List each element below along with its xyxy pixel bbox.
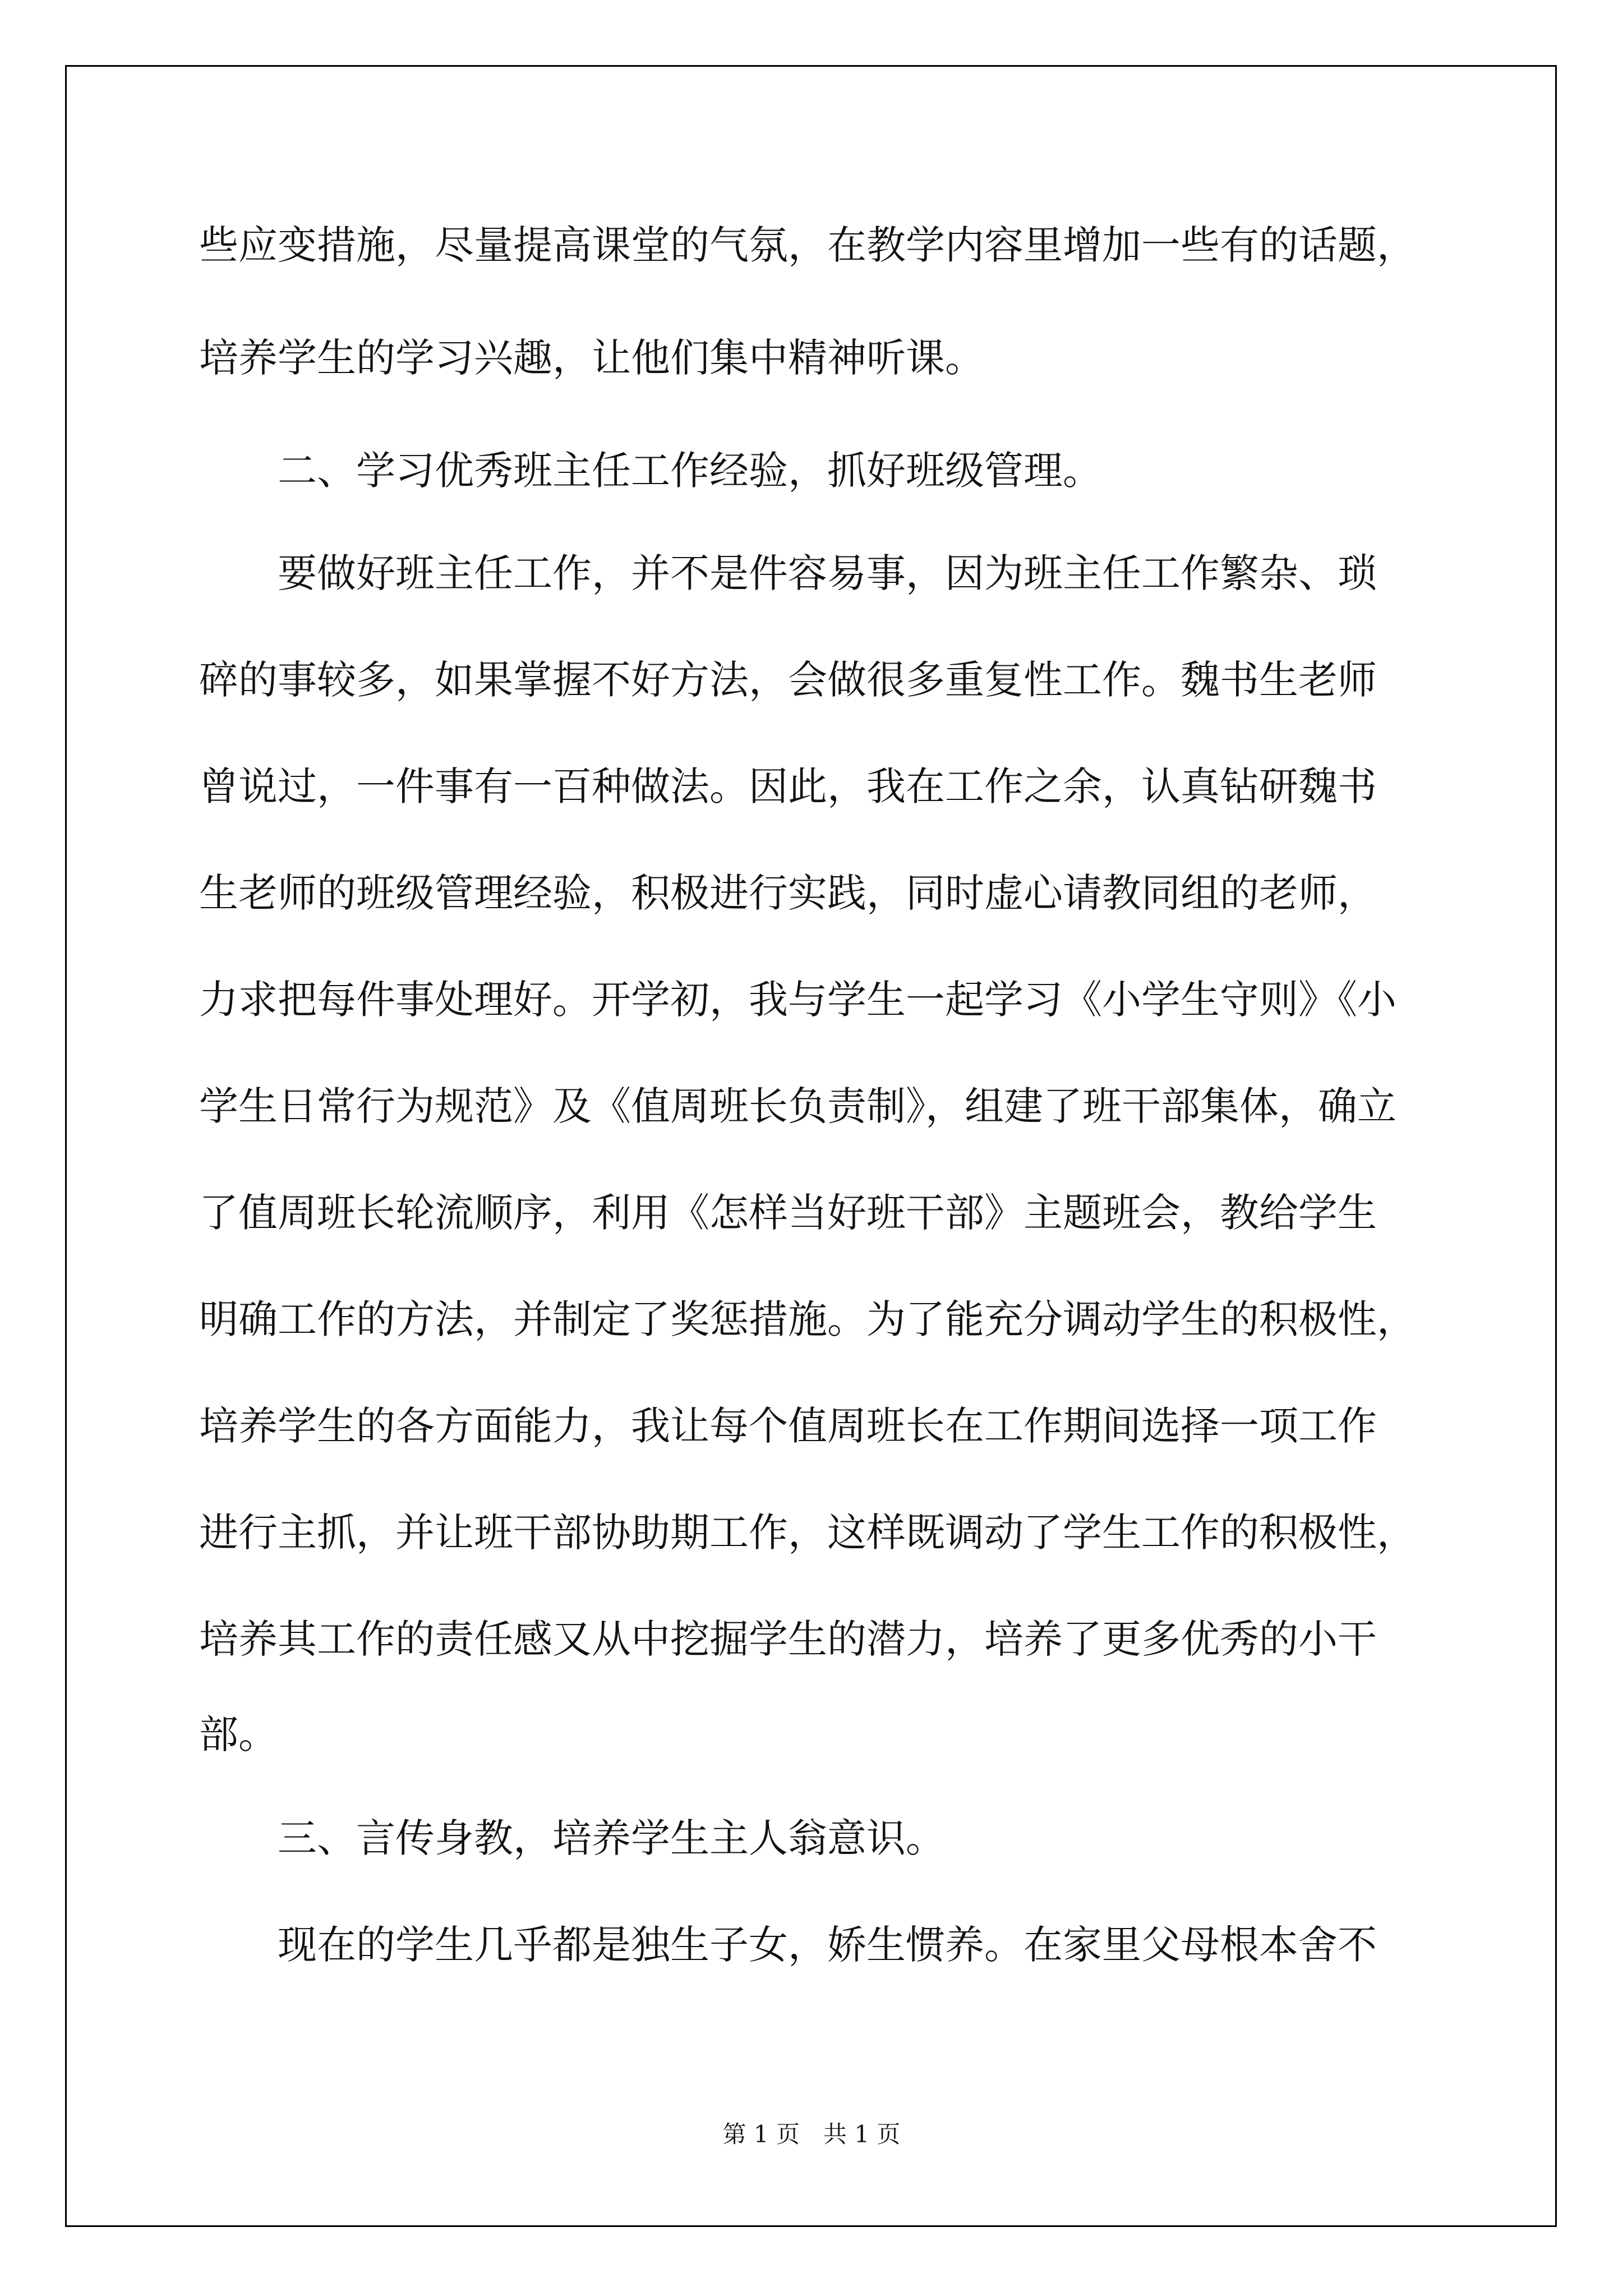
page-footer: 第 1 页 共 1 页 (722, 2120, 901, 2148)
body-line: 部。 (199, 1711, 278, 1757)
section-heading: 二、学习优秀班主任工作经验，抓好班级管理。 (199, 448, 1102, 494)
section-heading: 三、言传身教，培养学生主人翁意识。 (199, 1815, 945, 1861)
body-line: 力求把每件事处理好。开学初，我与学生一起学习《小学生守则》《小 (199, 977, 1396, 1023)
body-line: 进行主抓，并让班干部协助期工作，这样既调动了学生工作的积极性， (199, 1510, 1416, 1556)
body-line: 生老师的班级管理经验，积极进行实践，同时虚心请教同组的老师， (199, 870, 1377, 916)
body-line: 曾说过，一件事有一百种做法。因此，我在工作之余，认真钻研魏书 (199, 763, 1377, 809)
body-line: 了值周班长轮流顺序，利用《怎样当好班干部》主题班会，教给学生 (199, 1190, 1377, 1236)
body-line: 明确工作的方法，并制定了奖惩措施。为了能充分调动学生的积极性， (199, 1296, 1416, 1342)
body-line: 要做好班主任工作，并不是件容易事，因为班主任工作繁杂、琐 (199, 550, 1377, 596)
body-line: 现在的学生几乎都是独生子女，娇生惯养。在家里父母根本舍不 (199, 1922, 1377, 1968)
body-line: 学生日常行为规范》及《值周班长负责制》，组建了班干部集体，确立 (199, 1083, 1396, 1129)
body-line: 碎的事较多，如果掌握不好方法，会做很多重复性工作。魏书生老师 (199, 657, 1377, 703)
body-line: 些应变措施，尽量提高课堂的气氛，在教学内容里增加一些有的话题， (199, 222, 1416, 268)
body-line: 培养学生的学习兴趣，让他们集中精神听课。 (199, 335, 984, 381)
body-line: 培养学生的各方面能力，我让每个值周班长在工作期间选择一项工作 (199, 1403, 1377, 1449)
page-border (65, 65, 1557, 2227)
body-line: 培养其工作的责任感又从中挖掘学生的潜力，培养了更多优秀的小干 (199, 1616, 1377, 1662)
